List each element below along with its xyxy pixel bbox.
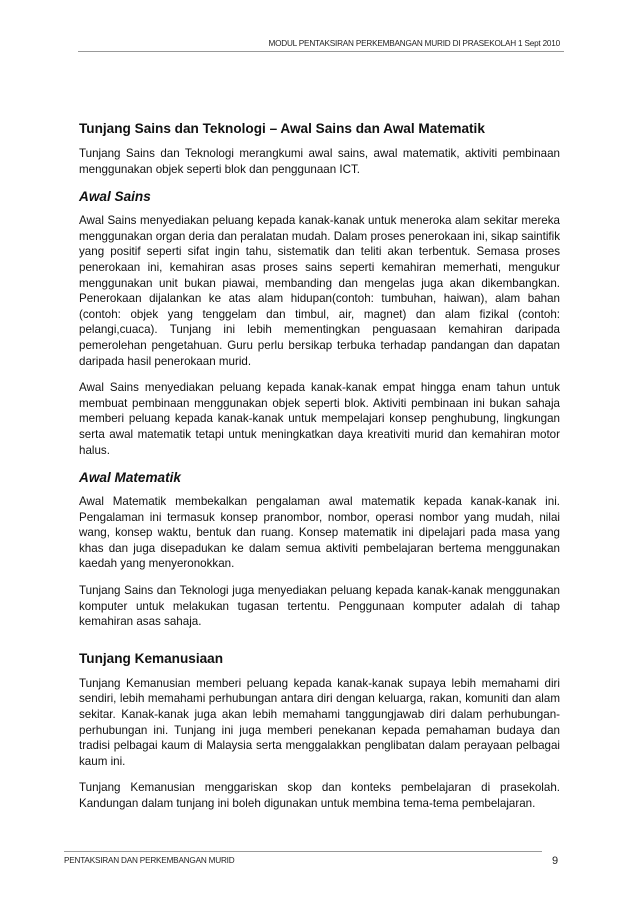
footer-label: PENTAKSIRAN DAN PERKEMBANGAN MURID	[64, 856, 235, 865]
kemanusiaan-paragraph-1: Tunjang Kemanusian memberi peluang kepada kanak-kanak supaya lebih memahami diri sendiri, lebih memahami perhubungan antara diri dengan keluarga, rakan, komuniti dan alam sekitar. Kanak-kanak juga akan lebih memahami tanggungjawab diri dalam perhubungan-perhubungan ini. Tunjang ini juga memberi penekanan kepada pemahaman budaya dan tradisi pelbagai kaum di Malaysia serta menggalakkan penglibatan dalam perayaan pelbagai kaum ini.	[79, 676, 560, 768]
kemanusiaan-paragraph-2: Tunjang Kemanusian menggariskan skop dan konteks pembelajaran di prasekolah. Kandungan dalam tunjang ini boleh digunakan untuk membina tema-tema pembelajaran.	[79, 781, 560, 810]
awal-sains-paragraph-2: Awal Sains menyediakan peluang kepada kanak-kanak empat hingga enam tahun untuk membuat pembinaan menggunakan objek seperti blok. Aktiviti pembinaan ini bukan sahaja memberi peluang kepada kanak-kanak untuk mempelajari konsep penghubung, lingkungan serta awal matematik tetapi untuk meningkatkan daya kreativiti murid dan kemahiran motor halus.	[79, 381, 560, 457]
footer-divider	[64, 851, 542, 852]
running-header: MODUL PENTAKSIRAN PERKEMBANGAN MURID DI PRASEKOLAH 1 Sept 2010	[268, 39, 560, 48]
awal-matematik-paragraph-1: Awal Matematik membekalkan pengalaman awal matematik kepada kanak-kanak ini. Pengalaman ini termasuk konsep pranombor, nombor, operasi nombor yang mudah, nilai wang, konsep waktu, bentuk dan ruang. Konsep matematik ini dipelajari pada masa yang khas dan juga disepadukan ke dalam semua aktiviti pembelajaran bertema menggunakan kaedah yang menyeronokkan.	[79, 495, 560, 571]
awal-sains-paragraph-1: Awal Sains menyediakan peluang kepada kanak-kanak untuk meneroka alam sekitar mereka menggunakan organ deria dan peralatan mudah. Dalam proses penerokaan ini, sikap saintifik yang positif seperti sifat ingin tahu, sistematik dan teliti akan terbentuk. Semasa proses penerokaan ini, kemahiran asas proses sains seperti kemahiran memerhati, mengukur menggunakan unit bukan piawai, membanding dan mengelas juga akan dikembangkan. Penerokaan dijalankan ke atas alam hidupan(contoh: tumbuhan, haiwan), alam bahan (contoh: objek yang tenggelam dan timbul, air, magnet) dan alam fizikal (contoh: pelangi,cuaca). Tunjang ini lebih mementingkan penguasaan kemahiran daripada pemerolehan pengetahuan. Guru perlu bersikap terbuka terhadap pandangan dan dapatan daripada hasil penerokaan murid.	[79, 214, 560, 368]
main-heading: Tunjang Sains dan Teknologi – Awal Sains dan Awal Matematik	[79, 121, 485, 136]
intro-paragraph: Tunjang Sains dan Teknologi merangkumi awal sains, awal matematik, aktiviti pembinaan menggunakan objek seperti blok dan penggunaan ICT.	[79, 147, 560, 176]
page-body	[79, 121, 560, 823]
awal-matematik-heading: Awal Matematik	[79, 470, 181, 486]
awal-matematik-paragraph-2: Tunjang Sains dan Teknologi juga menyediakan peluang kepada kanak-kanak menggunakan komputer untuk melakukan tugasan tertentu. Penggunaan komputer adalah di tahap kemahiran asas sahaja.	[79, 584, 560, 629]
page-number: 9	[552, 855, 559, 867]
header-divider	[78, 51, 564, 52]
tunjang-kemanusiaan-heading: Tunjang Kemanusiaan	[79, 650, 224, 666]
awal-sains-heading: Awal Sains	[79, 189, 151, 205]
